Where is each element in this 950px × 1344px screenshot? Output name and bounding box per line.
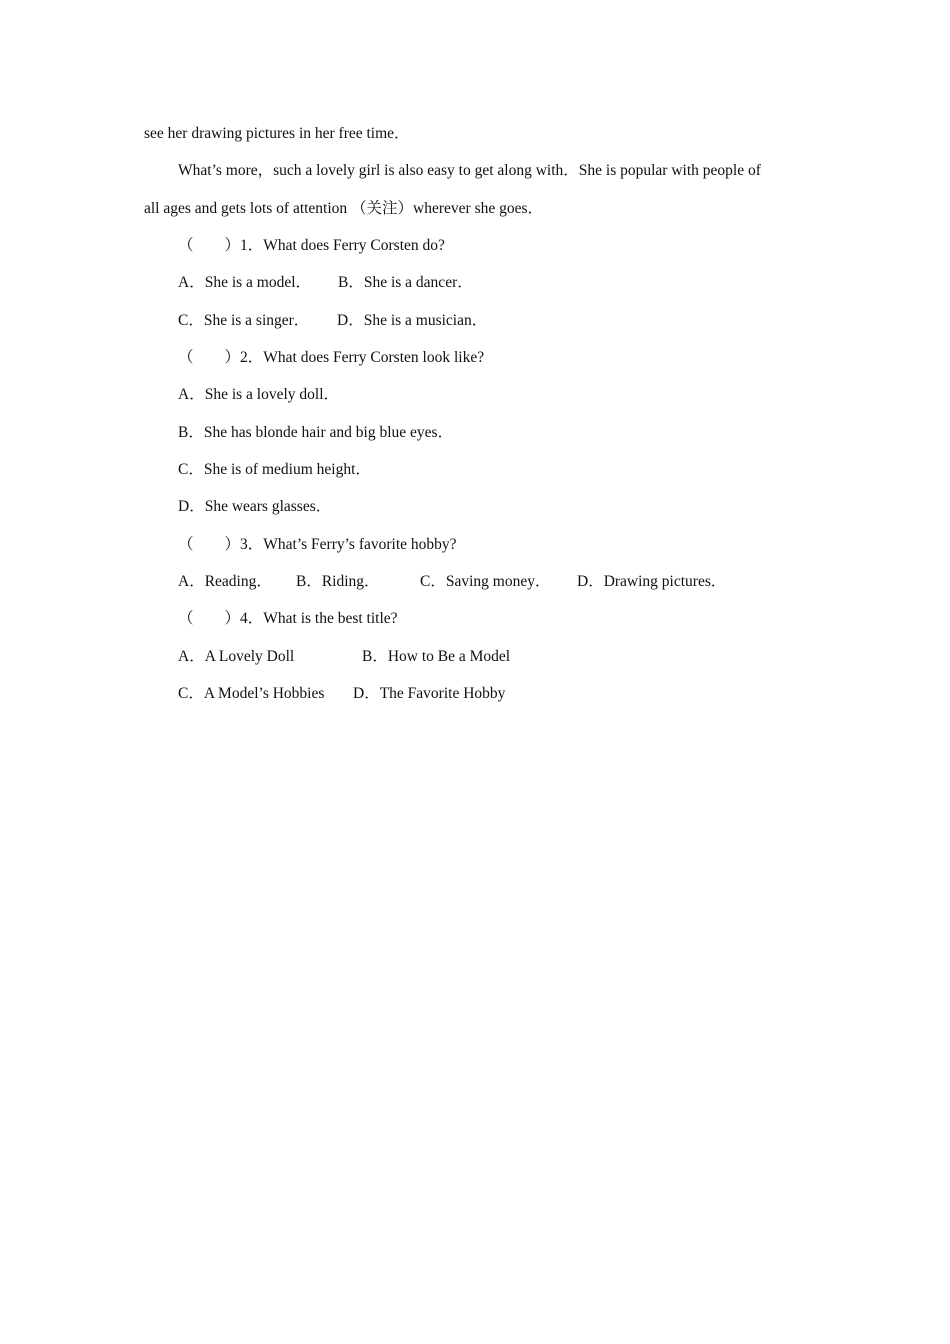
question-4-option-d: D．The Favorite Hobby xyxy=(353,685,506,702)
question-2-option-c: C．She is of medium height． xyxy=(178,461,371,478)
question-3-option-d: D．Drawing pictures． xyxy=(577,573,727,590)
question-3-option-a: A．Reading． xyxy=(178,573,272,590)
question-2-option-d: D．She wears glasses． xyxy=(178,498,332,515)
question-4-option-a: A．A Lovely Doll xyxy=(178,648,295,665)
question-3-stem: （ ）3．What’s Ferry’s favorite hobby? xyxy=(178,536,457,553)
question-4-option-c: C．A Model’s Hobbies xyxy=(178,685,325,702)
question-4-stem: （ ）4．What is the best title? xyxy=(178,610,398,627)
question-2-option-a: A．She is a lovely doll． xyxy=(178,386,340,403)
question-2-stem: （ ）2．What does Ferry Corsten look like? xyxy=(178,349,485,366)
question-4-option-b: B．How to Be a Model xyxy=(362,648,511,665)
question-1-stem: （ ）1．What does Ferry Corsten do? xyxy=(178,237,445,254)
passage-line-3: all ages and gets lots of attention （关注）wherever she goes． xyxy=(144,200,544,217)
passage-line-2: What’s more，such a lovely girl is also easy to get along with．She is popular with people of xyxy=(178,162,761,179)
question-3-option-c: C．Saving money． xyxy=(420,573,551,590)
question-1-option-d: D．She is a musician． xyxy=(337,312,488,329)
question-1-option-c: C．She is a singer． xyxy=(178,312,310,329)
question-2-option-b: B．She has blonde hair and big blue eyes． xyxy=(178,424,454,441)
question-3-option-b: B．Riding． xyxy=(296,573,380,590)
passage-line-1: see her drawing pictures in her free time． xyxy=(144,125,410,142)
question-1-option-a: A．She is a model． xyxy=(178,274,312,291)
question-1-option-b: B．She is a dancer． xyxy=(338,274,473,291)
